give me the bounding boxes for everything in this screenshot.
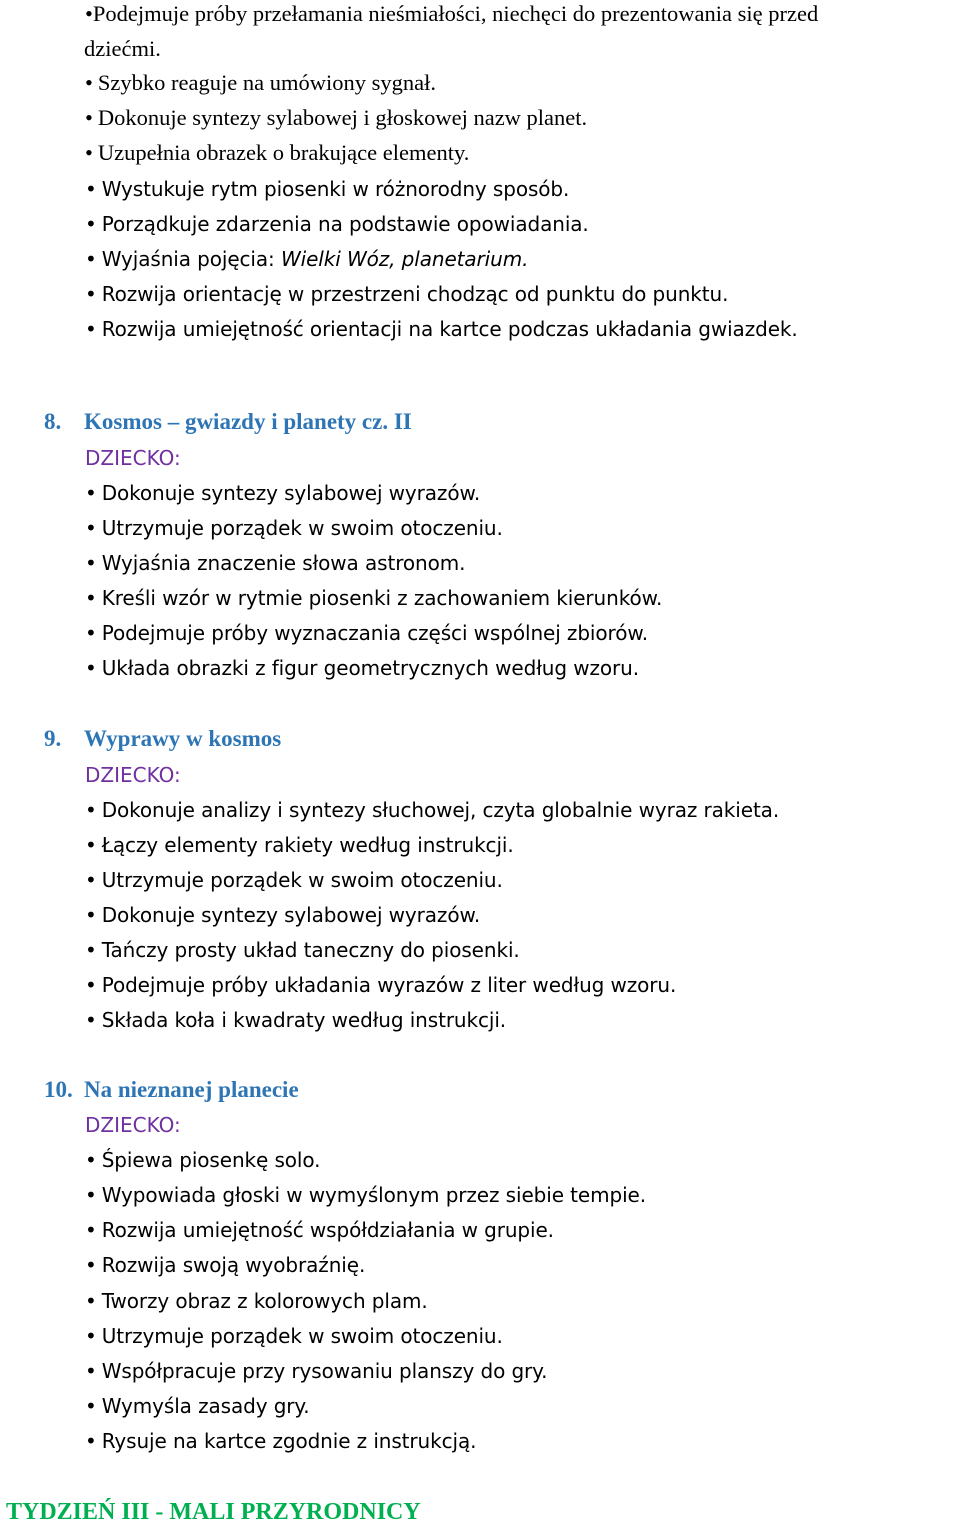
list-item: [85, 972, 676, 998]
list-item-text: Współpracuje przy rysowaniu planszy do gry.: [101, 1359, 548, 1383]
list-item: [85, 316, 798, 342]
list-item-text: Utrzymuje porządek w swoim otoczeniu.: [101, 868, 503, 892]
bullet: •: [85, 282, 97, 306]
list-item-text: Utrzymuje porządek w swoim otoczeniu.: [101, 1324, 503, 1348]
bullet: •: [85, 70, 93, 95]
section-number: 9.: [44, 726, 62, 751]
list-item: [85, 620, 648, 646]
list-item-text: Śpiewa piosenkę solo.: [101, 1148, 321, 1172]
list-item-text: Kreśli wzór w rytmie piosenki z zachowaniem kierunków.: [101, 586, 663, 610]
bullet: •: [85, 1289, 97, 1313]
list-item-text: Wypowiada głoski w wymyślonym przez siebie tempie.: [101, 1183, 647, 1207]
bullet: •: [85, 798, 97, 822]
section-heading: [44, 408, 412, 436]
list-item-text: Rozwija swoją wyobraźnię.: [101, 1253, 366, 1277]
bullet: •: [85, 140, 93, 165]
list-item: [85, 902, 480, 928]
list-item: [85, 832, 514, 858]
list-item-text: Uzupełnia obrazek o brakujące elementy.: [97, 140, 470, 165]
list-item: [85, 1323, 503, 1349]
bullet: •: [85, 516, 97, 540]
list-item-text: Rysuje na kartce zgodnie z instrukcją.: [101, 1429, 477, 1453]
list-item-text: Układa obrazki z figur geometrycznych według wzoru.: [101, 656, 639, 680]
list-item: [85, 140, 469, 166]
list-item-text: Dokonuje syntezy sylabowej i głoskowej nazw planet.: [97, 105, 588, 130]
list-item: [85, 1428, 476, 1454]
list-item-text: Podejmuje próby układania wyrazów z liter według wzoru.: [101, 973, 677, 997]
list-item-text-continuation: dziećmi.: [84, 36, 161, 61]
bullet: •: [85, 903, 97, 927]
section-number: 10.: [44, 1077, 73, 1102]
list-item-text: Wystukuje rytm piosenki w różnorodny sposób.: [101, 177, 570, 201]
bullet: •: [85, 938, 97, 962]
list-item-text: Wymyśla zasady gry.: [101, 1394, 310, 1418]
list-item: [85, 797, 779, 823]
list-item: [85, 70, 436, 96]
bullet: •: [85, 1429, 97, 1453]
list-item: [85, 1147, 320, 1173]
bullet: •: [85, 481, 97, 505]
week-title: TYDZIEŃ III - MALI PRZYRODNICY: [6, 1499, 421, 1525]
bullet: •: [85, 1394, 97, 1418]
bullet: •: [85, 247, 97, 271]
section-label: DZIECKO:: [85, 1113, 181, 1137]
list-item-text: Porządkuje zdarzenia na podstawie opowiadania.: [101, 212, 589, 236]
list-item: [85, 585, 662, 611]
list-item: [85, 867, 503, 893]
bullet: •: [85, 1218, 97, 1242]
list-item: [85, 1252, 365, 1278]
bullet: •: [85, 317, 97, 341]
bullet: •: [85, 1008, 97, 1032]
bullet: •: [85, 868, 97, 892]
list-item: [85, 1288, 428, 1314]
list-item-text: Szybko reaguje na umówiony sygnał.: [97, 70, 436, 95]
list-item-text: Podejmuje próby przełamania nieśmiałości, niechęci do prezentowania się przed: [92, 1, 819, 26]
list-item-text: Dokonuje syntezy sylabowej wyrazów.: [101, 903, 481, 927]
bullet: •: [85, 621, 97, 645]
list-item: [85, 1182, 646, 1208]
list-item: [85, 211, 589, 237]
list-item-text: Dokonuje syntezy sylabowej wyrazów.: [101, 481, 481, 505]
section-label: DZIECKO:: [85, 446, 181, 470]
list-item: [85, 1217, 554, 1243]
list-item: [85, 1358, 547, 1384]
bullet: •: [85, 105, 93, 130]
list-item: [85, 281, 728, 307]
bullet: •: [85, 586, 97, 610]
section-title: Wyprawy w kosmos: [84, 726, 282, 751]
list-item: [85, 105, 587, 131]
list-item-text: Wyjaśnia znaczenie słowa astronom.: [101, 551, 466, 575]
list-item-text: Dokonuje analizy i syntezy słuchowej, czyta globalnie wyraz rakieta.: [101, 798, 780, 822]
list-item: [85, 0, 960, 66]
list-item: [85, 515, 503, 541]
list-item: [85, 1393, 310, 1419]
bullet: •: [85, 1253, 97, 1277]
bullet: •: [85, 1183, 97, 1207]
list-item-text: Rozwija orientację w przestrzeni chodząc od punktu do punktu.: [101, 282, 729, 306]
list-item: [85, 176, 569, 202]
list-item-text: Utrzymuje porządek w swoim otoczeniu.: [101, 516, 503, 540]
bullet: •: [85, 1148, 97, 1172]
list-item-text: Wyjaśnia pojęcia:: [101, 247, 281, 271]
bullet: •: [85, 551, 97, 575]
list-item-text: Rozwija umiejętność współdziałania w grupie.: [101, 1218, 554, 1242]
section-number: 8.: [44, 409, 62, 434]
bullet: •: [85, 1359, 97, 1383]
section-title: Kosmos – gwiazdy i planety cz. II: [84, 409, 412, 434]
bullet: •: [85, 656, 97, 680]
list-item-text: Tworzy obraz z kolorowych plam.: [101, 1289, 428, 1313]
list-item: [85, 550, 465, 576]
list-item-text: Tańczy prosty układ taneczny do piosenki.: [101, 938, 520, 962]
list-item-text: Podejmuje próby wyznaczania części wspólnej zbiorów.: [101, 621, 649, 645]
bullet: •: [85, 1, 93, 26]
section-label: DZIECKO:: [85, 763, 181, 787]
list-item: [85, 1007, 506, 1033]
list-item-text: Łączy elementy rakiety według instrukcji.: [101, 833, 514, 857]
section-heading: [44, 1076, 299, 1104]
list-item: [85, 246, 528, 272]
list-item: [85, 937, 520, 963]
list-item-text: Rozwija umiejętność orientacji na kartce podczas układania gwiazdek.: [101, 317, 798, 341]
italic-terms: Wielki Wóz, planetarium.: [280, 247, 529, 271]
bullet: •: [85, 1324, 97, 1348]
section-title: Na nieznanej planecie: [84, 1077, 299, 1102]
bullet: •: [85, 177, 97, 201]
list-item-text: Składa koła i kwadraty według instrukcji.: [101, 1008, 507, 1032]
section-heading: [44, 725, 281, 753]
list-item: [85, 655, 639, 681]
list-item: [85, 480, 480, 506]
bullet: •: [85, 212, 97, 236]
bullet: •: [85, 973, 97, 997]
bullet: •: [85, 833, 97, 857]
